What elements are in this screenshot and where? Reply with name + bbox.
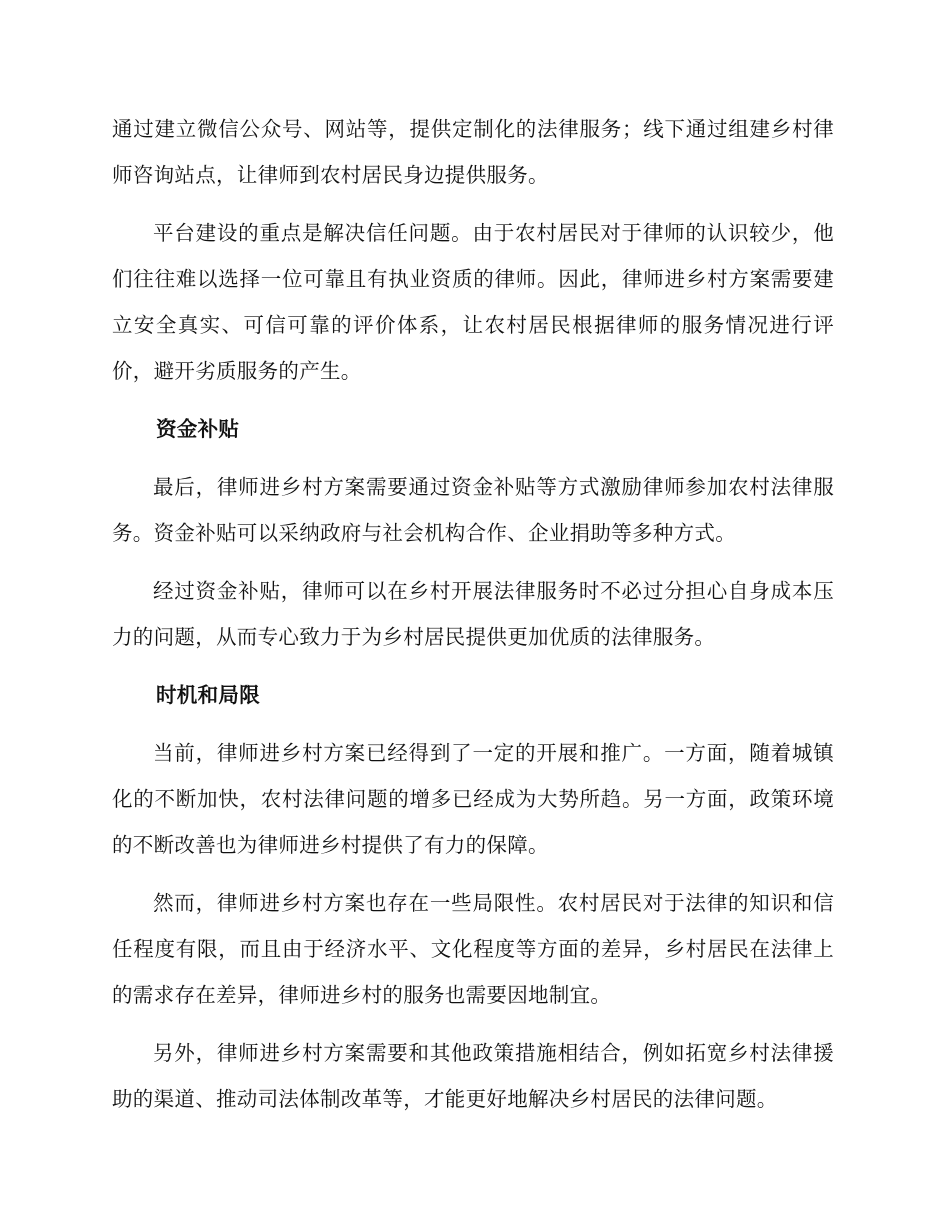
paragraph-current-progress: 当前，律师进乡村方案已经得到了一定的开展和推广。一方面，随着城镇化的不断加快，农村法律问题的增多已经成为大势所趋。另一方面，政策环境的不断改善也为律师进乡村提供了有力的保障。: [112, 741, 834, 857]
paragraph-funding-benefits: 经过资金补贴，律师可以在乡村开展法律服务时不必过分担心自身成本压力的问题，从而专心致力于为乡村居民提供更加优质的法律服务。: [112, 579, 834, 649]
paragraph-platform-trust: 平台建设的重点是解决信任问题。由于农村居民对于律师的认识较少，他们往往难以选择一位可靠且有执业资质的律师。因此，律师进乡村方案需要建立安全真实、可信可靠的评价体系，让农村居民根据律师的服务情况进行评价，避开劣质服务的产生。: [112, 221, 834, 383]
section-heading-timing-limitations: 时机和局限: [156, 683, 260, 707]
paragraph-policy-integration: 另外，律师进乡村方案需要和其他政策措施相结合，例如拓宽乡村法律援助的渠道、推动司法体制改革等，才能更好地解决乡村居民的法律问题。: [112, 1041, 834, 1111]
paragraph-online-offline-services: 通过建立微信公众号、网站等，提供定制化的法律服务；线下通过组建乡村律师咨询站点，让律师到农村居民身边提供服务。: [112, 117, 834, 187]
section-heading-funding-subsidy: 资金补贴: [156, 417, 240, 441]
paragraph-funding-incentives: 最后，律师进乡村方案需要通过资金补贴等方式激励律师参加农村法律服务。资金补贴可以采纳政府与社会机构合作、企业捐助等多种方式。: [112, 475, 834, 545]
paragraph-limitations: 然而，律师进乡村方案也存在一些局限性。农村居民对于法律的知识和信任程度有限，而且由于经济水平、文化程度等方面的差异，乡村居民在法律上的需求存在差异，律师进乡村的服务也需要因地制宜。: [112, 891, 834, 1007]
document-body: [112, 106, 834, 1122]
